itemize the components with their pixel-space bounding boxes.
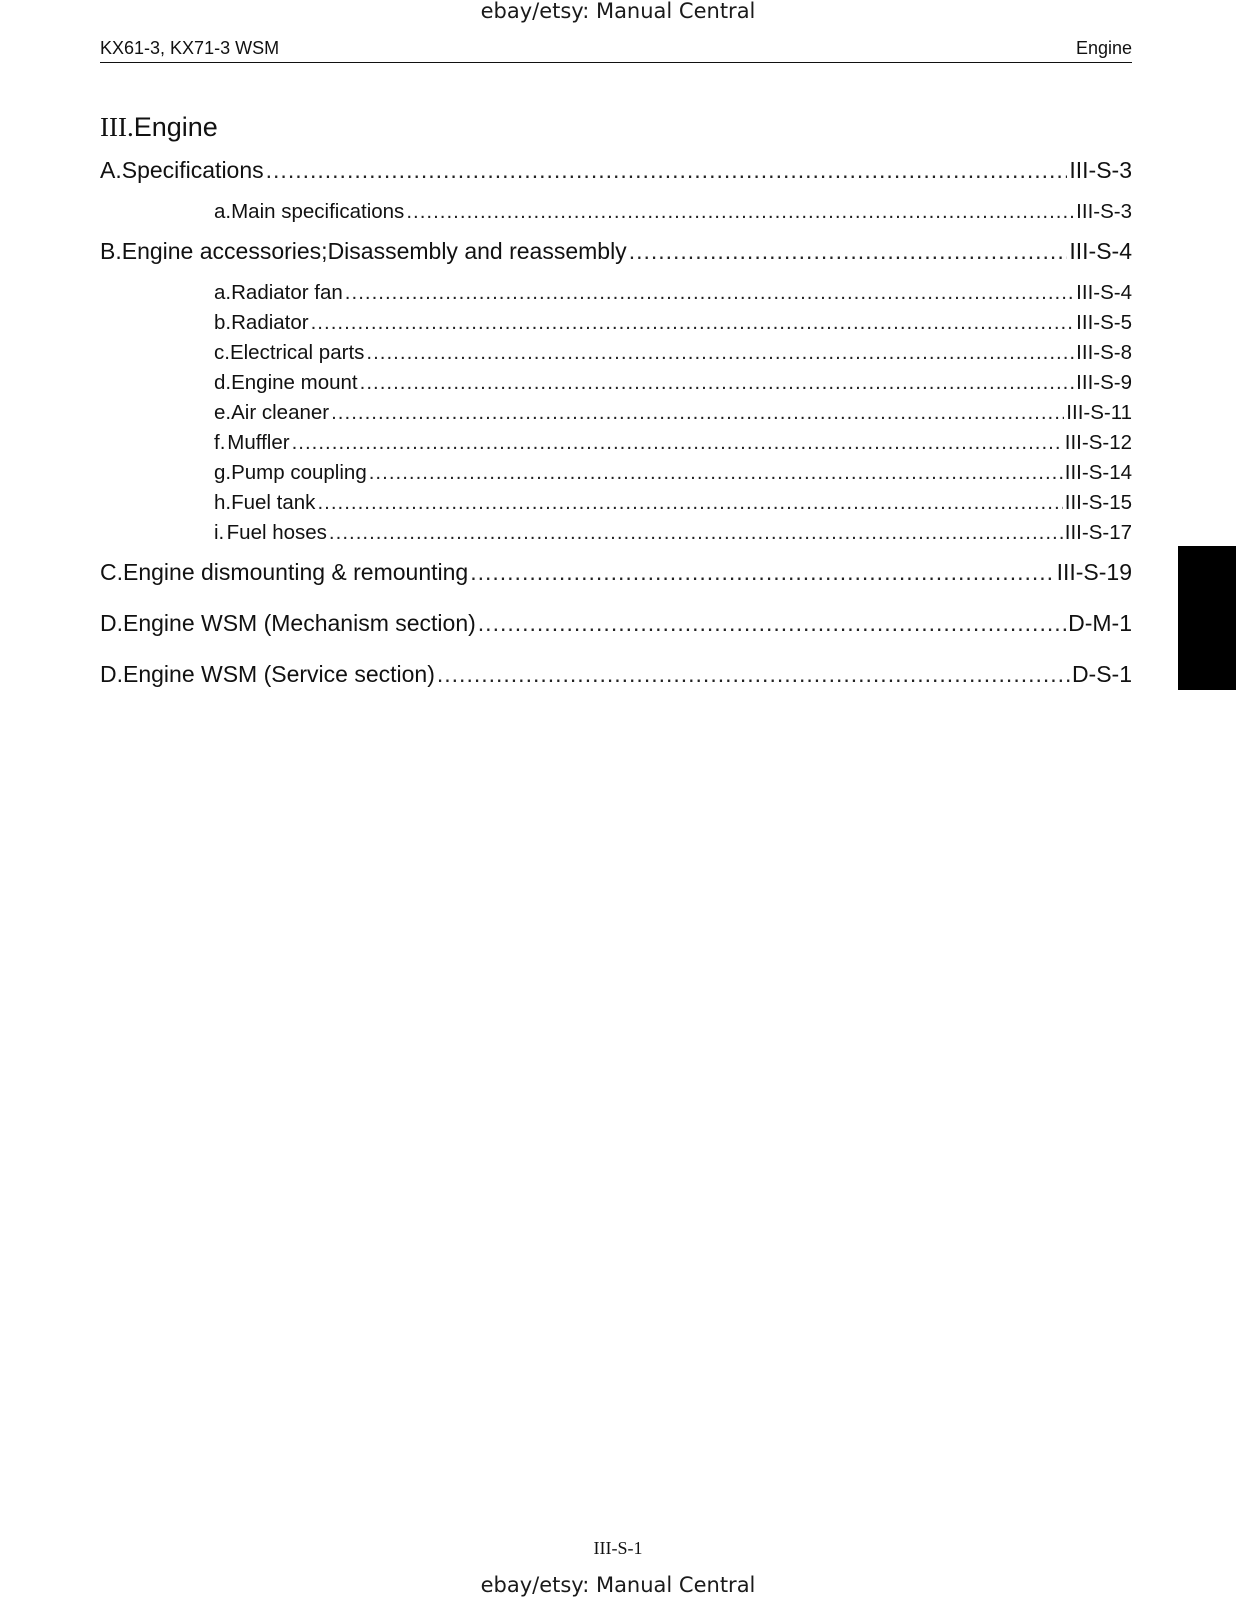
toc-entry-engine-wsm-service[interactable] xyxy=(100,661,1132,688)
dot-leader xyxy=(470,559,1054,586)
toc-entry-number: d. xyxy=(214,371,232,394)
toc-entry-title: Main specifications xyxy=(231,200,405,223)
toc-entry-number: C. xyxy=(100,559,123,585)
toc-entry-radiator[interactable] xyxy=(214,311,1132,335)
dot-leader xyxy=(437,661,1070,688)
toc-entry-page: III-S-17 xyxy=(1064,521,1132,544)
toc-entry-number: D. xyxy=(100,661,123,687)
toc-entry-title: Engine WSM (Mechanism section) xyxy=(123,610,476,636)
toc-entry-number: B. xyxy=(100,238,122,264)
toc-entry-engine-accessories[interactable] xyxy=(100,238,1132,265)
section-thumb-tab xyxy=(1178,546,1236,690)
dot-leader xyxy=(345,281,1074,305)
dot-leader xyxy=(329,521,1063,545)
toc-entry-specifications[interactable] xyxy=(100,157,1132,184)
toc-entry-pump-coupling[interactable] xyxy=(214,461,1132,485)
toc-entry-number: a. xyxy=(214,281,232,304)
chapter-title-text: Engine xyxy=(133,112,218,142)
toc-entry-number: h. xyxy=(214,491,232,514)
toc-entry-number: A. xyxy=(100,157,122,183)
toc-entry-fuel-hoses[interactable] xyxy=(214,521,1132,545)
toc-entry-engine-mount[interactable] xyxy=(214,371,1132,395)
toc-entry-number: i. xyxy=(214,521,225,544)
chapter-title xyxy=(100,112,218,143)
dot-leader xyxy=(478,610,1066,637)
toc-entry-page: III-S-3 xyxy=(1069,157,1132,183)
toc-entry-page: III-S-14 xyxy=(1064,461,1132,484)
page-number: III-S-1 xyxy=(593,1538,643,1558)
toc-entry-page: III-S-12 xyxy=(1064,431,1132,454)
header-manual-title: KX61-3, KX71-3 WSM xyxy=(100,38,280,58)
dot-leader xyxy=(317,491,1062,515)
dot-leader xyxy=(629,238,1068,265)
running-header xyxy=(100,38,1132,63)
toc-entry-title: Radiator fan xyxy=(231,281,343,304)
toc-entry-electrical-parts[interactable] xyxy=(214,341,1132,365)
toc-entry-page: III-S-4 xyxy=(1069,238,1132,264)
toc-entry-number: b. xyxy=(214,311,232,334)
toc-entry-title: Engine accessories;Disassembly and reassembly xyxy=(121,238,627,264)
dot-leader xyxy=(366,341,1074,365)
toc-entry-title: Electrical parts xyxy=(229,341,365,364)
toc-entry-number: D. xyxy=(100,610,123,636)
toc-entry-title: Engine dismounting & remounting xyxy=(123,559,469,585)
toc-entry-engine-wsm-mechanism[interactable] xyxy=(100,610,1132,637)
watermark-top: ebay/etsy: Manual Central xyxy=(480,0,756,23)
toc-entry-page: III-S-11 xyxy=(1066,401,1132,424)
toc-entry-title: Engine WSM (Service section) xyxy=(123,661,435,687)
toc-entry-number: g. xyxy=(214,461,232,484)
toc-entry-title: Engine mount xyxy=(231,371,358,394)
toc-entry-number: e. xyxy=(214,401,232,424)
dot-leader xyxy=(331,401,1064,425)
dot-leader xyxy=(360,371,1075,395)
dot-leader xyxy=(311,311,1075,335)
toc-entry-page: III-S-15 xyxy=(1064,491,1132,514)
dot-leader xyxy=(406,200,1074,224)
toc-entry-page: III-S-4 xyxy=(1076,281,1132,304)
toc-entry-number: a. xyxy=(214,200,232,223)
chapter-roman-numeral: III. xyxy=(100,112,134,142)
header-section-name: Engine xyxy=(1075,38,1132,58)
toc-entry-fuel-tank[interactable] xyxy=(214,491,1132,515)
toc-entry-title: Pump coupling xyxy=(231,461,367,484)
toc-entry-air-cleaner[interactable] xyxy=(214,401,1132,425)
toc-entry-title: Muffler xyxy=(227,431,290,454)
toc-entry-page: D-S-1 xyxy=(1071,661,1132,687)
toc-entry-page: D-M-1 xyxy=(1068,610,1132,636)
dot-leader xyxy=(266,157,1068,184)
toc-entry-number: f. xyxy=(214,431,226,454)
toc-entry-title: Specifications xyxy=(121,157,264,183)
dot-leader xyxy=(292,431,1063,455)
toc-entry-title: Fuel hoses xyxy=(226,521,327,544)
toc-entry-page: III-S-8 xyxy=(1076,341,1132,364)
watermark-bottom: ebay/etsy: Manual Central xyxy=(480,1573,756,1597)
toc-entry-title: Radiator xyxy=(231,311,309,334)
toc-entry-engine-dismounting[interactable] xyxy=(100,559,1132,586)
toc-entry-page: III-S-5 xyxy=(1076,311,1132,334)
toc-entry-title: Air cleaner xyxy=(231,401,330,424)
toc-entry-muffler[interactable] xyxy=(214,431,1132,455)
toc-entry-main-specifications[interactable] xyxy=(214,200,1132,224)
dot-leader xyxy=(369,461,1063,485)
toc-entry-number: c. xyxy=(214,341,230,364)
toc-entry-page: III-S-19 xyxy=(1056,559,1132,585)
toc-entry-page: III-S-3 xyxy=(1076,200,1132,223)
toc-entry-title: Fuel tank xyxy=(231,491,316,514)
toc-entry-radiator-fan[interactable] xyxy=(214,281,1132,305)
toc-entry-page: III-S-9 xyxy=(1076,371,1132,394)
